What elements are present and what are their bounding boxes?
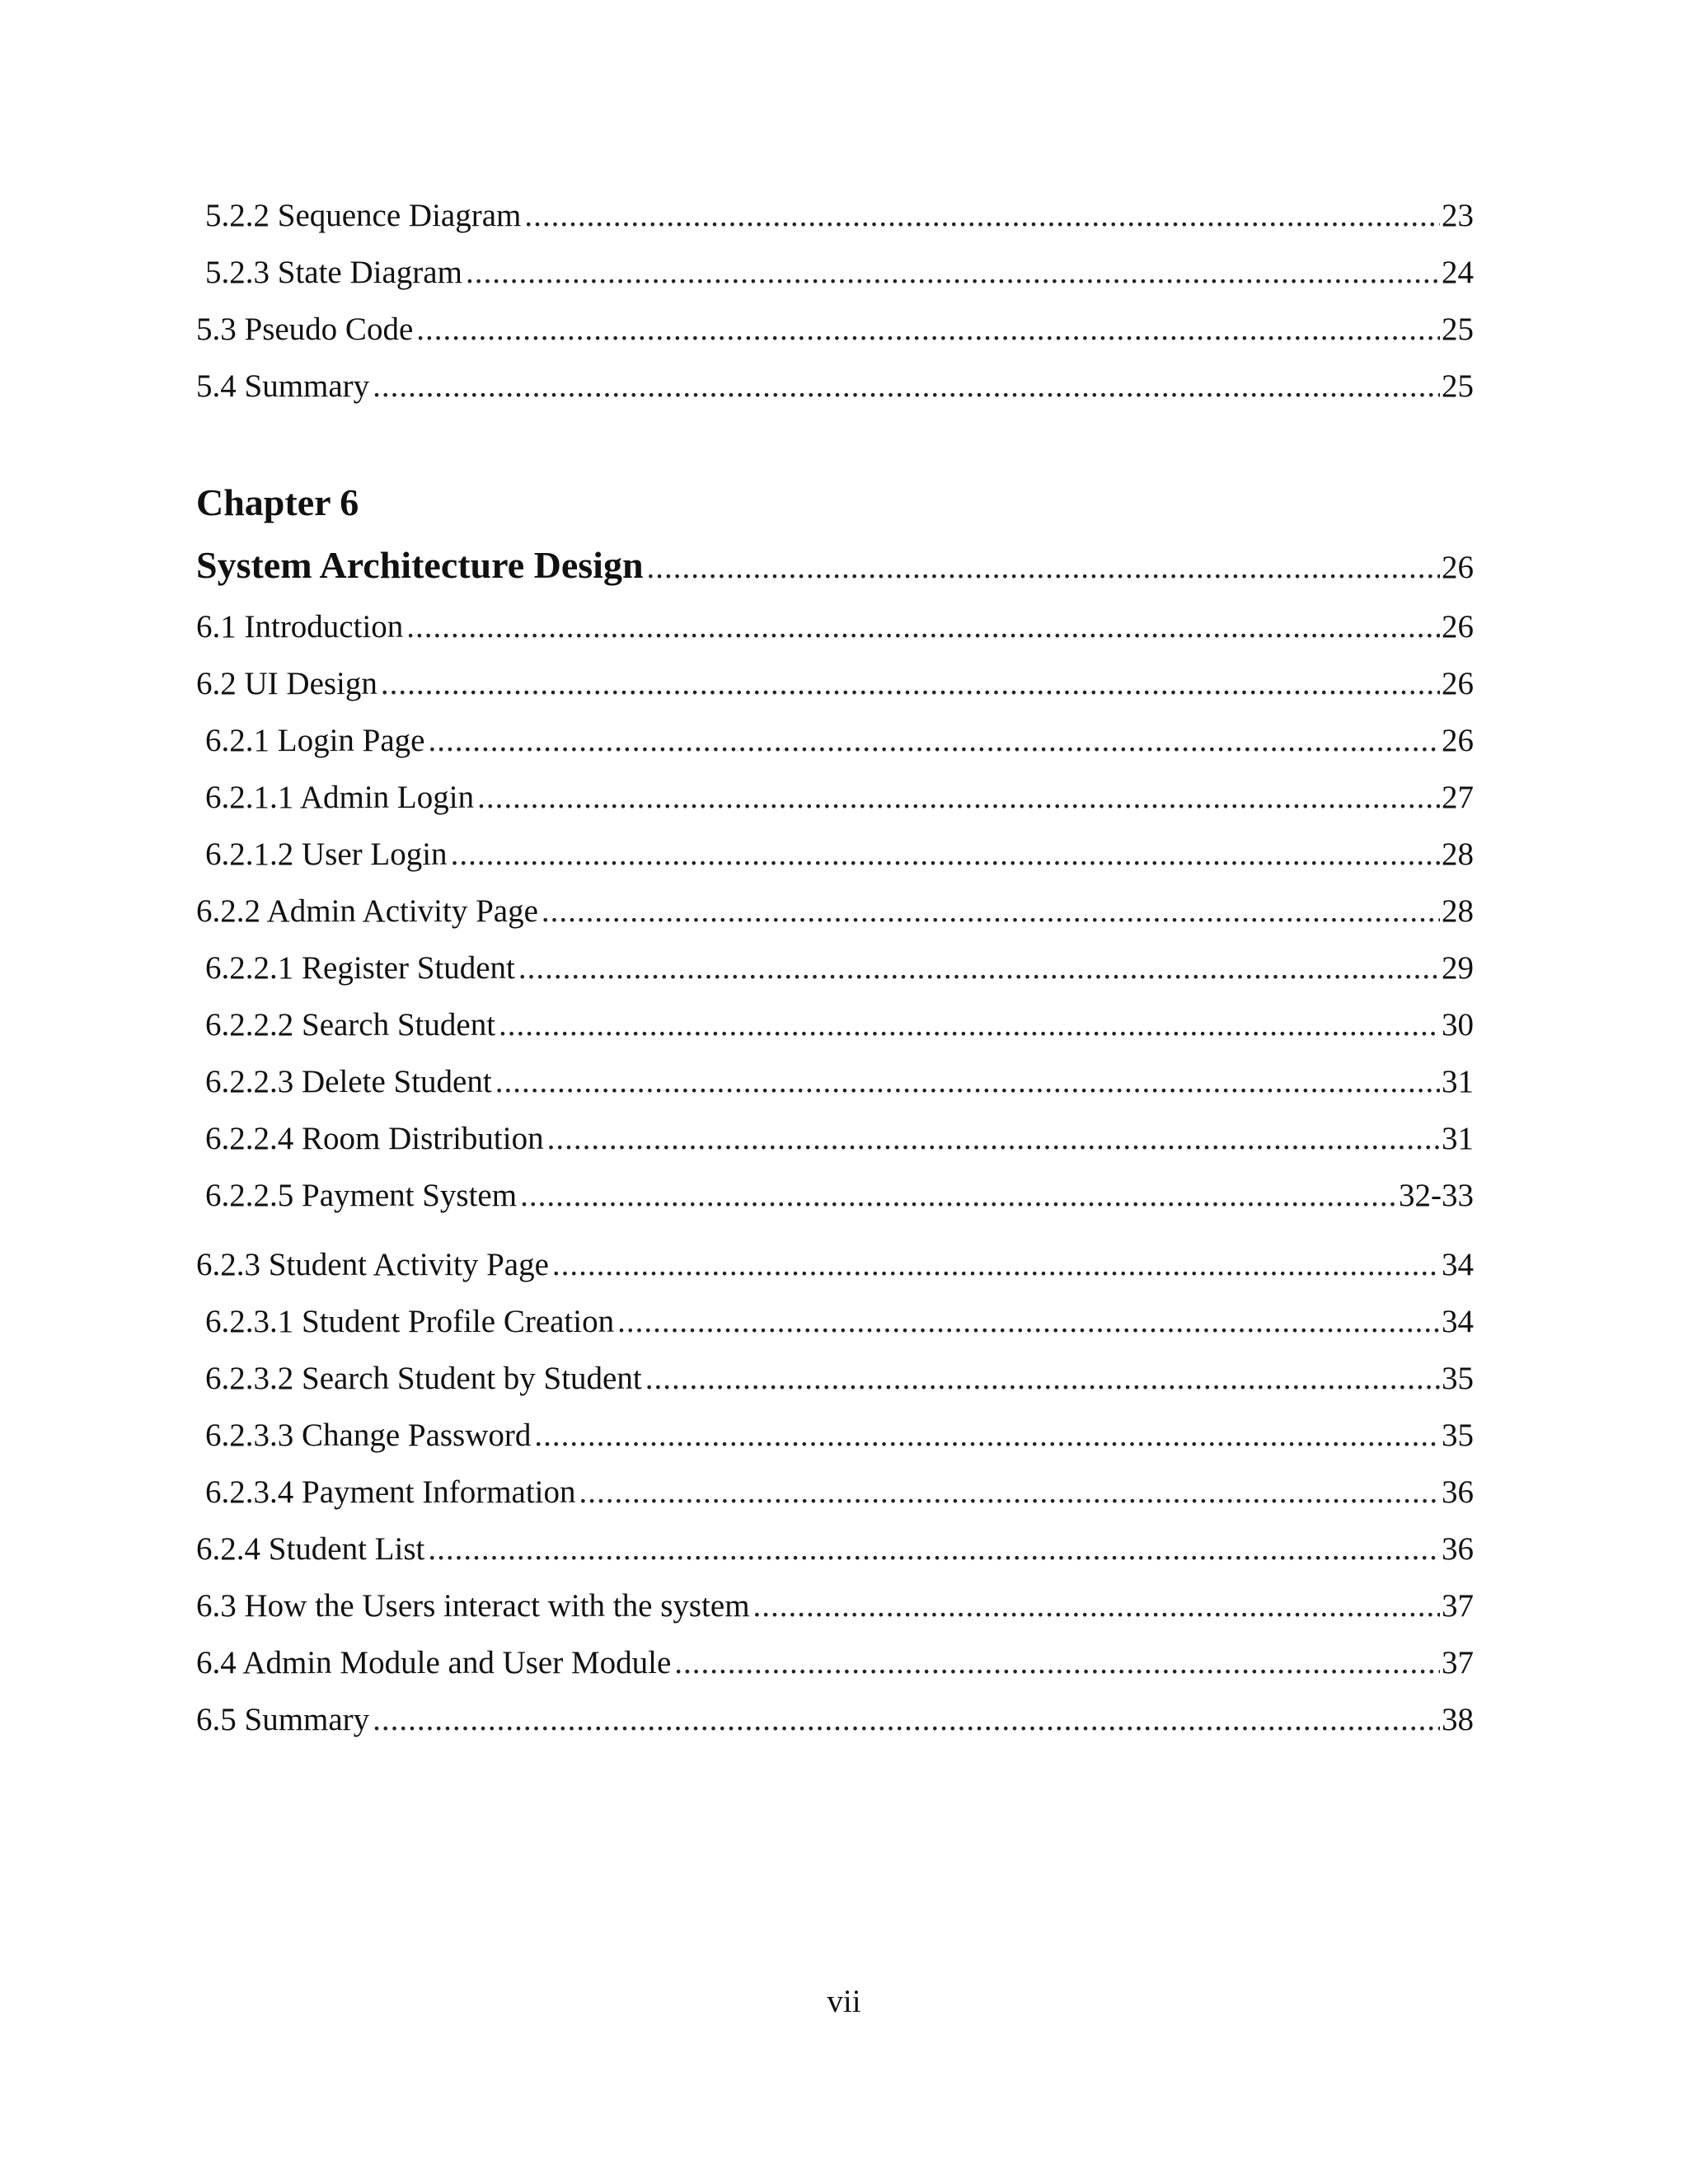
toc-entry[interactable]	[196, 1244, 1474, 1286]
toc-entry[interactable]	[196, 1586, 1474, 1627]
toc-entry-label: 5.2.3 State Diagram	[205, 255, 462, 290]
toc-leader-dots	[477, 777, 1440, 818]
toc-entry[interactable]	[196, 1301, 1474, 1343]
toc-leader-dots	[520, 1175, 1397, 1216]
toc-leader-dots	[534, 1415, 1440, 1456]
toc-entry[interactable]	[196, 1699, 1474, 1741]
toc-entry[interactable]	[196, 1175, 1474, 1216]
toc-entry-page: 34	[1442, 1247, 1474, 1282]
toc-leader-dots	[373, 1699, 1440, 1741]
toc-entry-page: 31	[1442, 1064, 1474, 1099]
toc-entry-label: 6.2.2.4 Room Distribution	[205, 1121, 544, 1156]
toc-entry[interactable]	[196, 607, 1474, 648]
toc-entry[interactable]	[196, 366, 1474, 407]
toc-entry-page: 32-33	[1399, 1178, 1474, 1213]
toc-leader-dots	[552, 1244, 1440, 1286]
toc-leader-dots	[495, 1062, 1440, 1103]
toc-entry-label: 6.2.3.2 Search Student by Student	[205, 1361, 642, 1396]
toc-entry-label: 6.2.1.1 Admin Login	[205, 780, 475, 815]
toc-entry-label: 6.2.2.1 Register Student	[205, 950, 515, 986]
toc-entry-page: 27	[1442, 780, 1474, 815]
toc-entry[interactable]	[196, 195, 1474, 237]
toc-entry-label: 6.2.2.5 Payment System	[205, 1178, 518, 1213]
toc-entry-label: 6.2.4 Student List	[196, 1531, 425, 1567]
toc-entry-page: 35	[1442, 1361, 1474, 1396]
toc-leader-dots	[645, 1358, 1440, 1399]
toc-entry-page: 31	[1442, 1121, 1474, 1156]
toc-entry[interactable]	[196, 1529, 1474, 1570]
toc-entry-label: 5.3 Pseudo Code	[196, 312, 414, 347]
toc-entry-label: 6.4 Admin Module and User Module	[196, 1645, 672, 1680]
toc-entry-label: 6.2.1.2 User Login	[205, 837, 448, 872]
toc-entry-page: 35	[1442, 1418, 1474, 1453]
toc-leader-dots	[428, 1529, 1440, 1570]
toc-entry[interactable]	[196, 891, 1474, 932]
toc-entry-page: 29	[1442, 950, 1474, 986]
toc-entry-page: 36	[1442, 1474, 1474, 1510]
toc-entry-page: 26	[1442, 723, 1474, 758]
toc-entry-page: 23	[1442, 198, 1474, 233]
toc-leader-dots	[518, 948, 1440, 989]
toc-entry[interactable]	[196, 309, 1474, 350]
toc-entry[interactable]	[196, 1118, 1474, 1160]
toc-entry[interactable]	[196, 834, 1474, 875]
chapter-title: System Architecture Design	[196, 544, 644, 586]
toc-entry[interactable]	[196, 1005, 1474, 1046]
toc-entry-label: 6.2.2.3 Delete Student	[205, 1064, 492, 1099]
toc-leader-dots	[416, 309, 1440, 350]
toc-entry-page: 37	[1442, 1588, 1474, 1624]
toc-entry-page: 34	[1442, 1304, 1474, 1339]
toc-leader-dots	[547, 1118, 1440, 1160]
toc-entry-label: 6.2.3.3 Change Password	[205, 1418, 532, 1453]
toc-entry-label: 6.5 Summary	[196, 1702, 370, 1737]
toc-leader-dots	[579, 1472, 1440, 1513]
toc-leader-dots	[373, 366, 1440, 407]
toc-entry-page: 30	[1442, 1007, 1474, 1043]
toc-entry[interactable]	[196, 1643, 1474, 1684]
toc-entry-label: 6.2.2.2 Search Student	[205, 1007, 496, 1043]
toc-entry-label: 6.3 How the Users interact with the system	[196, 1588, 750, 1624]
toc-entry-label: 6.2.3.1 Student Profile Creation	[205, 1304, 615, 1339]
toc-entry-page: 25	[1442, 312, 1474, 347]
toc-entry[interactable]	[196, 252, 1474, 293]
toc-entry[interactable]	[196, 948, 1474, 989]
toc-entry-page: 26	[1442, 550, 1474, 585]
toc-entry-page: 38	[1442, 1702, 1474, 1737]
toc-entry-page: 25	[1442, 368, 1474, 404]
toc-entry[interactable]	[196, 1472, 1474, 1513]
toc-entry-page: 26	[1442, 609, 1474, 644]
page-number: vii	[827, 1984, 861, 2019]
toc-leader-dots	[753, 1586, 1440, 1627]
toc-entry-page: 37	[1442, 1645, 1474, 1680]
toc-entry-page: 28	[1442, 893, 1474, 929]
toc-leader-dots	[674, 1643, 1440, 1684]
toc-entry[interactable]	[196, 720, 1474, 762]
toc-leader-dots	[381, 663, 1440, 705]
toc-entry[interactable]	[196, 1062, 1474, 1103]
toc-entry-label: 6.2.1 Login Page	[205, 723, 425, 758]
toc-leader-dots	[617, 1301, 1440, 1343]
toc-entry[interactable]	[196, 663, 1474, 705]
toc-entry-page: 28	[1442, 837, 1474, 872]
toc-leader-dots	[524, 195, 1440, 237]
toc-entry-label: 5.4 Summary	[196, 368, 370, 404]
toc-entry[interactable]	[196, 1415, 1474, 1456]
toc-entry-page: 26	[1442, 666, 1474, 701]
toc-leader-dots	[542, 891, 1440, 932]
toc-leader-dots	[451, 834, 1440, 875]
toc-entry-label: 6.1 Introduction	[196, 609, 404, 644]
toc-entry-label: 6.2.3.4 Payment Information	[205, 1474, 576, 1510]
toc-entry-label: 6.2 UI Design	[196, 666, 377, 701]
toc-leader-dots	[428, 720, 1440, 762]
toc-entry-label: 5.2.2 Sequence Diagram	[205, 198, 522, 233]
toc-entry[interactable]	[196, 777, 1474, 818]
chapter-number-heading: Chapter 6	[196, 481, 359, 523]
toc-leader-dots	[499, 1005, 1440, 1046]
toc-entry-label: 6.2.3 Student Activity Page	[196, 1247, 549, 1282]
chapter-title-entry[interactable]	[196, 542, 1474, 588]
toc-entry-label: 6.2.2 Admin Activity Page	[196, 893, 538, 929]
toc-entry[interactable]	[196, 1358, 1474, 1399]
toc-leader-dots	[406, 607, 1440, 648]
toc-leader-dots	[647, 545, 1440, 591]
toc-entry-page: 24	[1442, 255, 1474, 290]
toc-leader-dots	[466, 252, 1440, 293]
toc-entry-page: 36	[1442, 1531, 1474, 1567]
